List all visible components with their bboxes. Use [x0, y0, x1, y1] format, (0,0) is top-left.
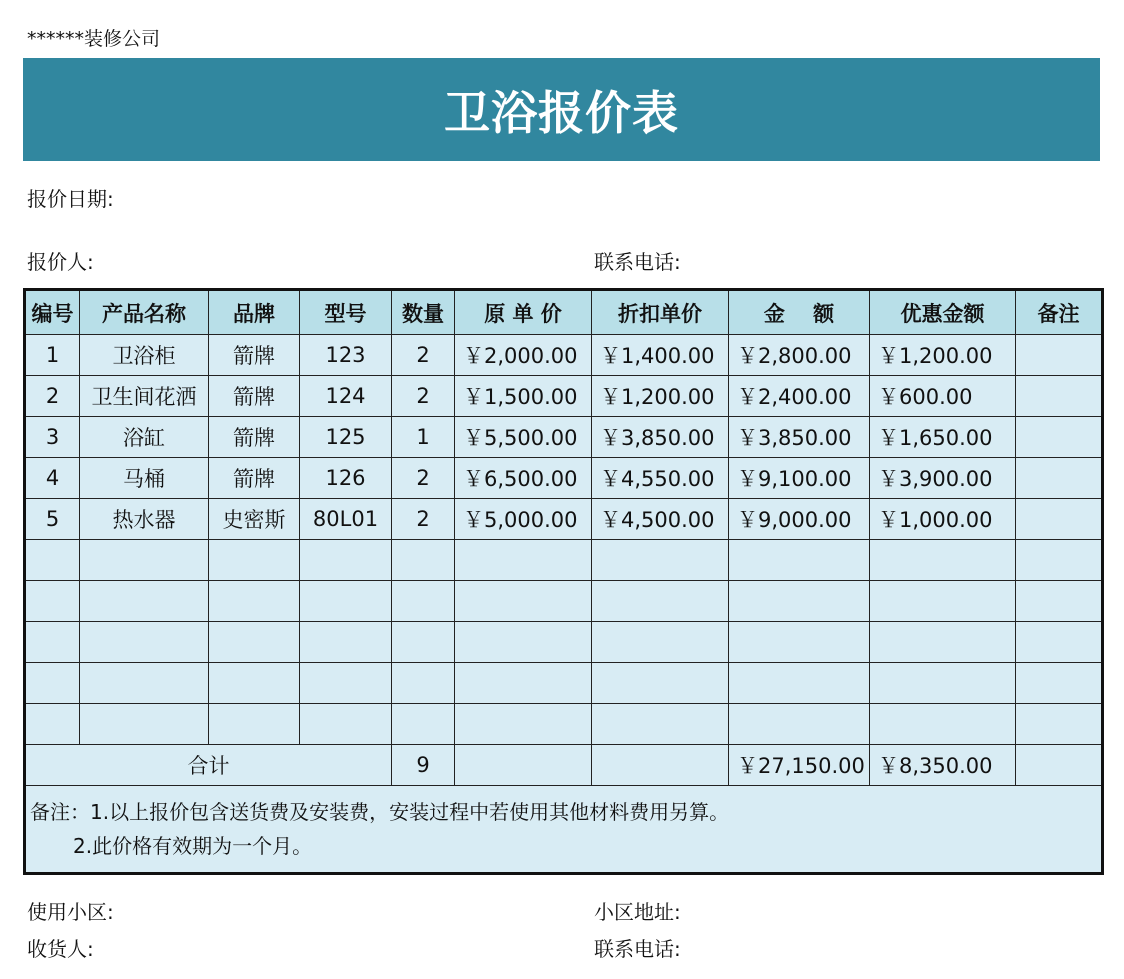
cell-model — [300, 540, 392, 581]
header-product-name: 产品名称 — [80, 290, 209, 335]
cell-discount-price: ￥4,550.00 — [592, 458, 729, 499]
cell-amount — [729, 540, 870, 581]
cell-quantity — [392, 704, 455, 745]
table-header-row — [25, 290, 1103, 335]
cell-remarks — [1016, 376, 1103, 417]
cell-remarks — [1016, 458, 1103, 499]
cell-no — [25, 663, 80, 704]
quote-table — [23, 288, 1104, 875]
cell-model: 125 — [300, 417, 392, 458]
cell-brand — [209, 622, 300, 663]
table-row — [25, 704, 1103, 745]
quote-date-label: 报价日期: — [27, 187, 114, 211]
notes-cell — [25, 786, 1103, 874]
header-no: 编号 — [25, 290, 80, 335]
cell-model: 80L01 — [300, 499, 392, 540]
cell-quantity: 2 — [392, 499, 455, 540]
cell-remarks — [1016, 335, 1103, 376]
cell-brand: 箭牌 — [209, 335, 300, 376]
cell-no: 4 — [25, 458, 80, 499]
cell-model — [300, 622, 392, 663]
cell-discount-amount — [870, 663, 1016, 704]
cell-amount: ￥9,000.00 — [729, 499, 870, 540]
total-unit-price — [455, 745, 592, 786]
community-label: 使用小区: — [27, 900, 114, 924]
header-amount: 金 额 — [729, 290, 870, 335]
cell-quantity: 1 — [392, 417, 455, 458]
cell-quantity: 2 — [392, 458, 455, 499]
cell-quantity — [392, 540, 455, 581]
address-label: 小区地址: — [594, 900, 681, 924]
cell-remarks — [1016, 540, 1103, 581]
cell-product-name: 浴缸 — [80, 417, 209, 458]
cell-discount-price — [592, 663, 729, 704]
cell-no — [25, 622, 80, 663]
cell-discount-amount: ￥1,200.00 — [870, 335, 1016, 376]
total-remarks — [1016, 745, 1103, 786]
cell-model: 124 — [300, 376, 392, 417]
cell-product-name: 马桶 — [80, 458, 209, 499]
cell-unit-price: ￥5,500.00 — [455, 417, 592, 458]
cell-no: 5 — [25, 499, 80, 540]
cell-discount-amount: ￥1,000.00 — [870, 499, 1016, 540]
company-name: ******装修公司 — [27, 28, 161, 50]
page-title: 卫浴报价表 — [444, 85, 679, 140]
cell-brand: 箭牌 — [209, 417, 300, 458]
cell-quantity — [392, 622, 455, 663]
header-model: 型号 — [300, 290, 392, 335]
cell-discount-amount — [870, 704, 1016, 745]
header-remarks: 备注 — [1016, 290, 1103, 335]
cell-quantity — [392, 581, 455, 622]
receiver-label: 收货人: — [27, 937, 94, 961]
table-row — [25, 417, 1103, 458]
cell-discount-price: ￥1,400.00 — [592, 335, 729, 376]
table-row — [25, 499, 1103, 540]
cell-product-name — [80, 540, 209, 581]
cell-unit-price — [455, 540, 592, 581]
cell-unit-price — [455, 581, 592, 622]
phone-label: 联系电话: — [594, 250, 681, 274]
cell-no: 3 — [25, 417, 80, 458]
total-discount-price — [592, 745, 729, 786]
cell-brand — [209, 663, 300, 704]
total-row — [25, 745, 1103, 786]
table-row — [25, 335, 1103, 376]
cell-product-name — [80, 663, 209, 704]
cell-brand: 箭牌 — [209, 376, 300, 417]
cell-discount-amount: ￥3,900.00 — [870, 458, 1016, 499]
cell-quantity: 2 — [392, 335, 455, 376]
cell-discount-amount — [870, 540, 1016, 581]
total-quantity: 9 — [392, 745, 455, 786]
table-row — [25, 581, 1103, 622]
cell-discount-amount: ￥600.00 — [870, 376, 1016, 417]
cell-brand: 史密斯 — [209, 499, 300, 540]
cell-discount-amount: ￥1,650.00 — [870, 417, 1016, 458]
cell-discount-price: ￥1,200.00 — [592, 376, 729, 417]
title-banner — [23, 58, 1100, 161]
cell-amount: ￥2,400.00 — [729, 376, 870, 417]
cell-remarks — [1016, 499, 1103, 540]
cell-no: 2 — [25, 376, 80, 417]
table-row — [25, 458, 1103, 499]
cell-model: 126 — [300, 458, 392, 499]
cell-product-name: 热水器 — [80, 499, 209, 540]
cell-model — [300, 663, 392, 704]
cell-brand — [209, 540, 300, 581]
cell-no — [25, 704, 80, 745]
cell-brand — [209, 581, 300, 622]
cell-amount: ￥9,100.00 — [729, 458, 870, 499]
table-row — [25, 376, 1103, 417]
cell-discount-amount — [870, 581, 1016, 622]
cell-discount-price — [592, 622, 729, 663]
cell-amount — [729, 581, 870, 622]
header-unit-price: 原 单 价 — [455, 290, 592, 335]
table-row — [25, 540, 1103, 581]
cell-unit-price: ￥5,000.00 — [455, 499, 592, 540]
cell-remarks — [1016, 581, 1103, 622]
note-line-2: 2.此价格有效期为一个月。 — [73, 834, 313, 858]
cell-quantity — [392, 663, 455, 704]
header-discount-price: 折扣单价 — [592, 290, 729, 335]
header-brand: 品牌 — [209, 290, 300, 335]
cell-no — [25, 540, 80, 581]
cell-unit-price — [455, 622, 592, 663]
header-quantity: 数量 — [392, 290, 455, 335]
cell-model — [300, 581, 392, 622]
cell-model — [300, 704, 392, 745]
cell-unit-price: ￥2,000.00 — [455, 335, 592, 376]
cell-discount-amount — [870, 622, 1016, 663]
cell-amount: ￥2,800.00 — [729, 335, 870, 376]
cell-unit-price — [455, 663, 592, 704]
cell-no: 1 — [25, 335, 80, 376]
cell-brand — [209, 704, 300, 745]
cell-product-name: 卫浴柜 — [80, 335, 209, 376]
cell-model: 123 — [300, 335, 392, 376]
table-row — [25, 663, 1103, 704]
total-discount-amount: ￥8,350.00 — [870, 745, 1016, 786]
cell-amount — [729, 622, 870, 663]
notes-row — [25, 786, 1103, 874]
cell-brand: 箭牌 — [209, 458, 300, 499]
table-row — [25, 622, 1103, 663]
cell-remarks — [1016, 417, 1103, 458]
quoter-label: 报价人: — [27, 250, 94, 274]
cell-unit-price: ￥6,500.00 — [455, 458, 592, 499]
cell-discount-price: ￥4,500.00 — [592, 499, 729, 540]
phone2-label: 联系电话: — [594, 937, 681, 961]
cell-product-name: 卫生间花洒 — [80, 376, 209, 417]
cell-unit-price: ￥1,500.00 — [455, 376, 592, 417]
total-label: 合计 — [25, 745, 392, 786]
cell-unit-price — [455, 704, 592, 745]
cell-discount-price — [592, 581, 729, 622]
cell-product-name — [80, 581, 209, 622]
cell-remarks — [1016, 663, 1103, 704]
cell-amount: ￥3,850.00 — [729, 417, 870, 458]
cell-discount-price — [592, 704, 729, 745]
cell-discount-price — [592, 540, 729, 581]
total-amount: ￥27,150.00 — [729, 745, 870, 786]
cell-no — [25, 581, 80, 622]
cell-quantity: 2 — [392, 376, 455, 417]
header-discount-amount: 优惠金额 — [870, 290, 1016, 335]
cell-amount — [729, 704, 870, 745]
cell-remarks — [1016, 704, 1103, 745]
cell-remarks — [1016, 622, 1103, 663]
note-line-1: 备注：1.以上报价包含送货费及安装费，安装过程中若使用其他材料费用另算。 — [30, 800, 730, 824]
cell-product-name — [80, 622, 209, 663]
cell-product-name — [80, 704, 209, 745]
cell-discount-price: ￥3,850.00 — [592, 417, 729, 458]
cell-amount — [729, 663, 870, 704]
